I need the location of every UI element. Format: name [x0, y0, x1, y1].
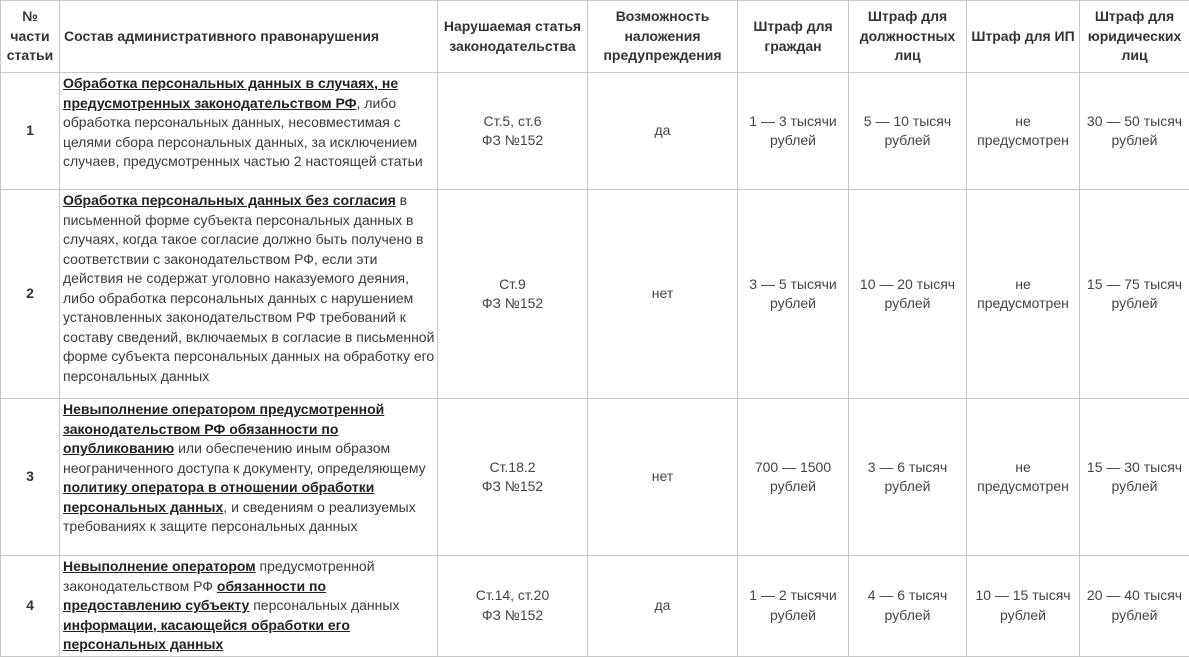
fine-officials-cell — [849, 556, 967, 657]
fine-ip-cell-line: не — [969, 458, 1077, 478]
composition-cell — [60, 73, 438, 190]
article-cell-line: Ст.9 — [440, 275, 585, 295]
fine-ip-cell-line: предусмотрен — [969, 294, 1077, 314]
composition-text: в письменной форме субъекта персональных данных в случаях, когда такое согласие должно быть получено в соответствии с законодательством РФ, если эти действия не содержат уголовно наказуемого деяния, либо обработка персональных данных с нарушением установленных законодательством РФ требований к составу сведений, включаемых в согласие в письменной форме субъекта персональных данных на обработку его персональных данных — [63, 192, 434, 384]
fine-legal-cell — [1080, 399, 1189, 556]
fine-legal-cell-line: рублей — [1082, 606, 1187, 626]
table-row — [1, 556, 1189, 657]
fine-ip-cell-line: предусмотрен — [969, 131, 1077, 151]
fine-citizens-cell — [738, 399, 849, 556]
fine-legal-cell — [1080, 556, 1189, 657]
article-cell-line: Ст.5, ст.6 — [440, 112, 585, 132]
fine-ip-cell-line: не — [969, 112, 1077, 132]
composition-cell — [60, 556, 438, 657]
fine-officials-cell-line: 4 — 6 тысяч — [851, 586, 964, 606]
table-row — [1, 73, 1189, 190]
fine-legal-cell-line: 15 — 75 тысяч — [1082, 275, 1187, 295]
fine-ip-cell-line: рублей — [969, 606, 1077, 626]
fine-officials-cell-line: рублей — [851, 294, 964, 314]
fine-legal-cell-line: рублей — [1082, 477, 1187, 497]
composition-cell — [60, 399, 438, 556]
fine-ip-cell — [967, 73, 1080, 190]
warning-cell: нет — [588, 399, 738, 556]
fine-officials-cell — [849, 190, 967, 399]
header-citizens: Штраф для граждан — [738, 1, 849, 73]
header-legal: Штраф для юридических лиц — [1080, 1, 1189, 73]
fine-citizens-cell-line: рублей — [740, 477, 846, 497]
fine-ip-cell — [967, 556, 1080, 657]
fine-citizens-cell-line: рублей — [740, 294, 846, 314]
fine-officials-cell-line: рублей — [851, 477, 964, 497]
composition-text: предусмотренной законодательством РФ — [63, 558, 375, 594]
fine-citizens-cell-line: рублей — [740, 131, 846, 151]
fine-ip-cell — [967, 190, 1080, 399]
part-number-cell: 1 — [1, 73, 60, 190]
header-composition: Состав административного правонарушения — [60, 1, 438, 73]
composition-emphasis: информации, касающейся обработки его персональных данных — [63, 617, 350, 653]
fine-citizens-cell — [738, 73, 849, 190]
fine-legal-cell-line: 15 — 30 тысяч — [1082, 458, 1187, 478]
header-officials: Штраф для должностных лиц — [849, 1, 967, 73]
fine-legal-cell-line: 30 — 50 тысяч — [1082, 112, 1187, 132]
composition-text — [63, 192, 396, 208]
fine-legal-cell — [1080, 190, 1189, 399]
fine-citizens-cell-line: 1 — 2 тысячи — [740, 586, 846, 606]
fine-citizens-cell-line: рублей — [740, 606, 846, 626]
fine-citizens-cell-line: 3 — 5 тысячи — [740, 275, 846, 295]
fine-officials-cell-line: рублей — [851, 606, 964, 626]
article-cell-line: Ст.18.2 — [440, 458, 585, 478]
composition-emphasis: Невыполнение оператором — [63, 558, 256, 574]
composition-emphasis: Обработка персональных данных в случаях, не предусмотренных законодательством РФ — [63, 75, 398, 111]
table-row — [1, 190, 1189, 399]
article-cell — [438, 73, 588, 190]
article-cell — [438, 399, 588, 556]
fine-officials-cell-line: 3 — 6 тысяч — [851, 458, 964, 478]
fine-officials-cell-line: 5 — 10 тысяч — [851, 112, 964, 132]
composition-cell — [60, 190, 438, 399]
article-cell-line: ФЗ №152 — [440, 606, 585, 626]
composition-emphasis: Обработка персональных данных без согласия — [63, 192, 396, 208]
composition-text — [63, 558, 256, 574]
fine-citizens-cell — [738, 556, 849, 657]
fine-legal-cell-line: рублей — [1082, 131, 1187, 151]
composition-text — [63, 617, 350, 653]
part-number-cell: 2 — [1, 190, 60, 399]
article-cell — [438, 556, 588, 657]
composition-text — [63, 75, 398, 111]
composition-text: , либо обработка персональных данных, несовместимая с целями сбора персональных данных, за исключением случаев, предусмотренных частью 2 настоящей статьи — [63, 95, 423, 170]
fine-citizens-cell-line: 700 — 1500 — [740, 458, 846, 478]
warning-cell: да — [588, 73, 738, 190]
fine-officials-cell-line: рублей — [851, 131, 964, 151]
part-number-cell: 4 — [1, 556, 60, 657]
table-row — [1, 399, 1189, 556]
header-article: Нарушаемая статья законодательства — [438, 1, 588, 73]
fine-ip-cell-line: предусмотрен — [969, 477, 1077, 497]
composition-text: персональных данных — [249, 597, 399, 613]
fine-legal-cell-line: рублей — [1082, 294, 1187, 314]
composition-text: , и сведениям о реализуемых требованиях к защите персональных данных — [63, 499, 416, 535]
warning-cell: да — [588, 556, 738, 657]
fine-legal-cell — [1080, 73, 1189, 190]
fine-officials-cell — [849, 73, 967, 190]
article-cell-line: ФЗ №152 — [440, 294, 585, 314]
fine-officials-cell — [849, 399, 967, 556]
composition-text: или обеспечению иным образом неограниченного доступа к документу, определяющему — [63, 440, 426, 476]
composition-emphasis: обязанности по предоставлению субъекту — [63, 578, 326, 614]
warning-cell: нет — [588, 190, 738, 399]
article-cell-line: ФЗ №152 — [440, 131, 585, 151]
fine-citizens-cell — [738, 190, 849, 399]
part-number-cell: 3 — [1, 399, 60, 556]
composition-emphasis: политику оператора в отношении обработки персональных данных — [63, 479, 374, 515]
header-warning: Возможность наложения предупреждения — [588, 1, 738, 73]
composition-emphasis: Невыполнение оператором предусмотренной законодательством РФ обязанности по опубликованию — [63, 401, 384, 456]
fine-ip-cell-line: не — [969, 275, 1077, 295]
fine-legal-cell-line: 20 — 40 тысяч — [1082, 586, 1187, 606]
article-cell — [438, 190, 588, 399]
fine-ip-cell-line: 10 — 15 тысяч — [969, 586, 1077, 606]
fine-ip-cell — [967, 399, 1080, 556]
article-cell-line: Ст.14, ст.20 — [440, 586, 585, 606]
article-cell-line: ФЗ №152 — [440, 477, 585, 497]
fine-citizens-cell-line: 1 — 3 тысячи — [740, 112, 846, 132]
fine-officials-cell-line: 10 — 20 тысяч — [851, 275, 964, 295]
header-part: № части статьи — [1, 1, 60, 73]
header-row — [1, 1, 1189, 73]
header-ip: Штраф для ИП — [967, 1, 1080, 73]
